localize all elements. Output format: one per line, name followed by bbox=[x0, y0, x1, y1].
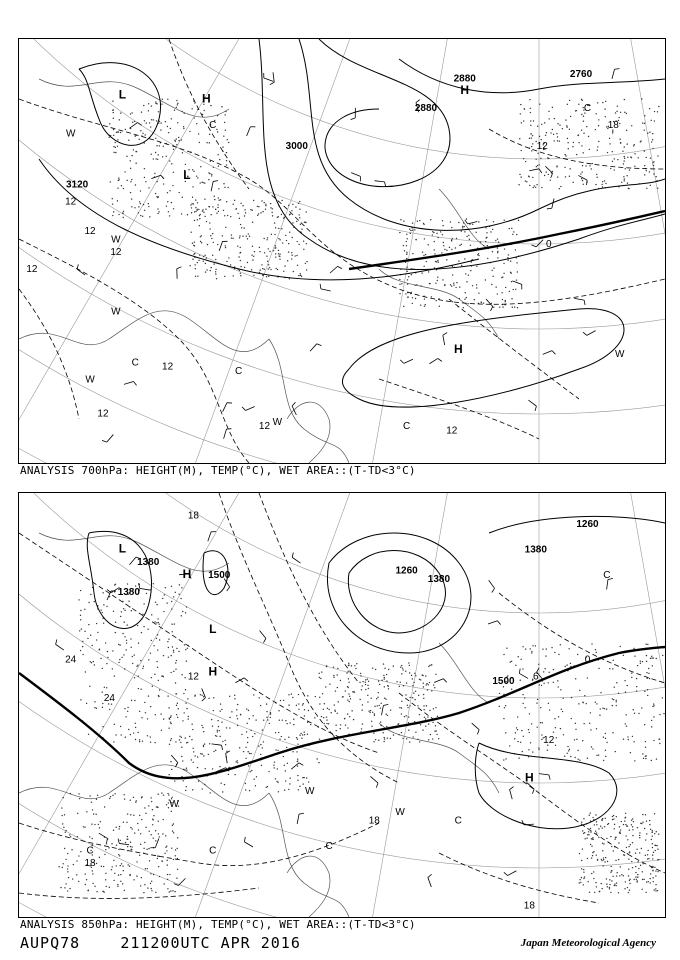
height-contour-label: 2880 bbox=[414, 103, 438, 115]
cold-air-label: C bbox=[235, 365, 243, 377]
isotherm-label: 24 bbox=[103, 692, 116, 704]
isotherm-label: 12 bbox=[162, 361, 174, 373]
wet-area-stipple bbox=[58, 583, 664, 893]
isotherm-label: 18 bbox=[84, 858, 96, 870]
map-panel-850hpa bbox=[18, 492, 666, 918]
height-contour-label: 1500 bbox=[492, 675, 515, 687]
chart-footer bbox=[20, 934, 301, 952]
isotherm-label: 24 bbox=[65, 654, 77, 666]
warm-air-label: W bbox=[169, 798, 179, 810]
low-pressure-center: L bbox=[209, 621, 217, 636]
height-contour-label: 2880 bbox=[453, 73, 476, 85]
height-contour-label: 1380 bbox=[427, 574, 451, 586]
map-svg-700 bbox=[19, 39, 665, 463]
warm-air-label: W bbox=[111, 306, 121, 318]
isotherm-label: 12 bbox=[65, 196, 77, 208]
isotherm-label: 18 bbox=[368, 815, 380, 827]
cold-air-label: C bbox=[583, 103, 592, 115]
height-contour-label: 1500 bbox=[208, 569, 231, 581]
wind-barbs bbox=[56, 532, 613, 887]
height-contour-label: 1380 bbox=[137, 557, 160, 569]
pressure-centers bbox=[119, 541, 534, 784]
isotherm-label: 18 bbox=[187, 510, 199, 522]
height-labels bbox=[118, 519, 599, 687]
isotherm-label: 18 bbox=[607, 120, 619, 132]
isotherm-label: 12 bbox=[536, 141, 548, 153]
height-contour-label: 1380 bbox=[524, 544, 547, 556]
warm-air-label: W bbox=[65, 128, 76, 140]
map-panel-700hpa bbox=[18, 38, 666, 464]
high-pressure-center: H bbox=[453, 341, 463, 356]
coastline bbox=[19, 79, 499, 463]
isotherm-label: 12 bbox=[110, 247, 122, 259]
isotherm-label: 18 bbox=[523, 900, 535, 912]
high-pressure-center: H bbox=[525, 770, 534, 785]
low-pressure-center: L bbox=[183, 167, 191, 182]
pressure-centers bbox=[119, 83, 469, 356]
height-contour-label: 2760 bbox=[569, 69, 593, 81]
warm-air-label: W bbox=[615, 349, 625, 360]
low-pressure-center: L bbox=[118, 87, 127, 102]
warm-air-label: W bbox=[111, 234, 121, 246]
isotherm-label: 12 bbox=[26, 264, 38, 276]
chart-code: AUPQ78 bbox=[20, 934, 81, 952]
warm-air-label: W bbox=[395, 807, 405, 819]
isotherm-label: 6 bbox=[533, 671, 539, 683]
caption-700hpa: ANALYSIS 700hPa: HEIGHT(M), TEMP(°C), WET AREA::(T-TD<3°C) bbox=[20, 464, 416, 477]
isotherm-label: 12 bbox=[543, 735, 555, 747]
cold-air-label: C bbox=[603, 569, 611, 581]
warm-air-label: W bbox=[85, 374, 95, 386]
contours bbox=[19, 493, 665, 903]
cold-air-label: C bbox=[325, 841, 333, 853]
isotherm-label: 12 bbox=[187, 671, 199, 683]
high-pressure-center: H bbox=[202, 91, 211, 106]
height-contour-label: 3000 bbox=[285, 141, 308, 153]
map-svg-850 bbox=[19, 493, 665, 917]
isotherm-label: 12 bbox=[446, 425, 458, 437]
high-pressure-center: H bbox=[460, 83, 470, 98]
caption-850hpa: ANALYSIS 850hPa: HEIGHT(M), TEMP(°C), WET AREA::(T-TD<3°C) bbox=[20, 918, 416, 931]
low-pressure-center: L bbox=[118, 541, 127, 556]
height-contour-label: 1260 bbox=[395, 565, 418, 577]
warm-air-label: W bbox=[304, 786, 315, 798]
cold-air-label: C bbox=[454, 815, 462, 827]
height-contour-label: 1380 bbox=[117, 586, 140, 598]
cold-air-label: C bbox=[402, 421, 411, 433]
wind-barbs bbox=[77, 69, 619, 442]
height-contour-label: 1260 bbox=[576, 518, 599, 530]
isotherm-label: 12 bbox=[84, 226, 96, 238]
cold-air-label: C bbox=[209, 120, 217, 132]
high-pressure-center: H bbox=[182, 566, 192, 581]
temperature-labels bbox=[26, 120, 619, 436]
isotherm-label: 12 bbox=[97, 408, 109, 420]
valid-time: 211200UTC APR 2016 bbox=[120, 934, 301, 952]
cold-air-label: C bbox=[86, 845, 94, 857]
warm-air-label: W bbox=[272, 416, 283, 428]
isotherm-label: 0 bbox=[584, 654, 591, 666]
agency-name: Japan Meteorological Agency bbox=[520, 937, 656, 949]
height-contour-label: 3120 bbox=[66, 179, 89, 191]
graticule bbox=[19, 493, 665, 917]
cold-air-label: C bbox=[131, 357, 139, 369]
high-pressure-center: H bbox=[208, 664, 218, 679]
cold-air-label: C bbox=[209, 845, 217, 857]
isotherm-label: 12 bbox=[258, 421, 271, 433]
isotherm-label: 0 bbox=[545, 238, 552, 250]
